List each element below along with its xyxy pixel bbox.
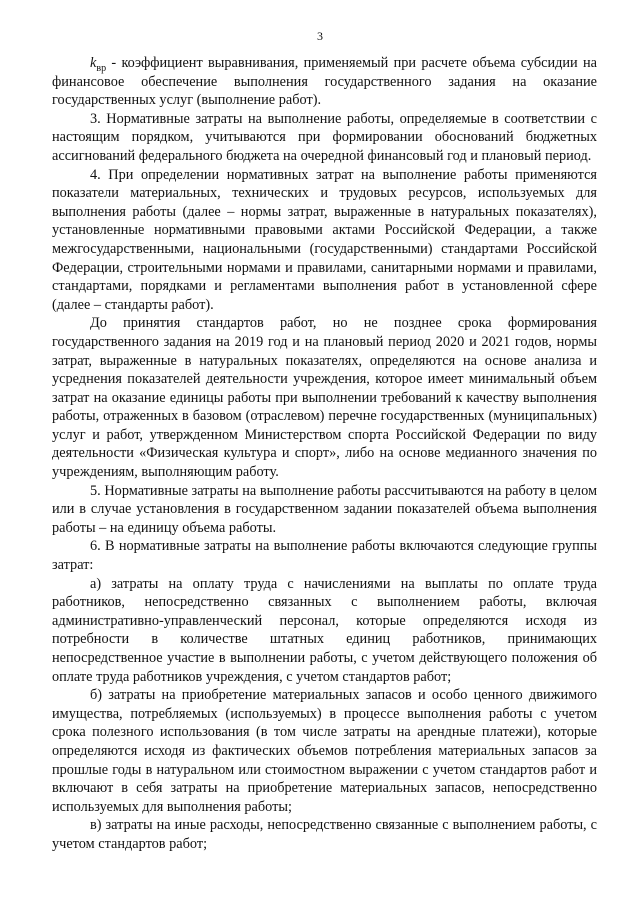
coefficient-symbol: $k_{вр}$ [90, 55, 107, 74]
paragraph-k-vr: $k_{вр}$ - коэффициент выравнивания, применяемый при расчете объема субсидии на финансовое обеспечение выполнения государственного задания на оказание государственных услуг (выполнение работ). [52, 55, 597, 109]
paragraph-6a: а) затраты на оплату труда с начислениями на выплаты по оплате труда работников, непосредственно связанных с выполнением работы, включая административно-управленческий персонал, которые определяются исходя из потребности в количестве штатных единиц работников, принимающих непосредственное участие в выполнении работы, с учетом действующего положения об оплате труда работников учреждения, с учетом стандартов работ; [52, 575, 597, 685]
paragraph-6c: в) затраты на иные расходы, непосредственно связанные с выполнением работы, с учетом стандартов работ; [52, 817, 597, 852]
paragraph-5: 5. Нормативные затраты на выполнение работы рассчитываются на работу в целом или в случае установления в государственном задании показателей объема выполнения работы – на единицу объема работы. [52, 482, 597, 536]
page-number: 3 [317, 29, 323, 43]
paragraph-4: 4. При определении нормативных затрат на выполнение работы применяются показатели материальных, технических и трудовых ресурсов, используемых для выполнения работы (далее – нормы затрат, выраженные в натуральных показателях), установленные нормативными правовыми актами Российской Федерации, а также межгосударственными, национальными (государственными) стандартами Российской Федерации, строительными нормами и правилами, санитарными нормами и правилами, стандартами, порядками и регламентами выполнения работ в установленной сфере (далее – стандарты работ). [52, 166, 597, 313]
paragraph-6: 6. В нормативные затраты на выполнение работы включаются следующие группы затрат: [52, 538, 597, 574]
paragraph-4-continued: До принятия стандартов работ, но не позднее срока формирования государственного задания на 2019 год и на плановый период 2020 и 2021 годов, нормы затрат, выраженные в натуральных показателях, определяются на основе анализа и усреднения показателей деятельности учреждения, которое имеет минимальный объем затрат на оказание единицы работы при выполнении требований к качеству выполнения работы, отраженных в базовом (отраслевом) перечне государственных (муниципальных) услуг и работ, утвержденном Министерством спорта Российской Федерации по виду деятельности «Физическая культура и спорт», либо на основе медианного значения по учреждениям, выполняющим работу. [52, 315, 597, 481]
paragraph-6b: б) затраты на приобретение материальных запасов и особо ценного движимого имущества, потребляемых (используемых) в процессе выполнения работы с учетом срока полезного использования (в том числе затраты на арендные платежи), которые определяются исходя из фактических объемов потребления материальных запасов за прошлые годы в натуральном или стоимостном выражении с учетом стандартов работ и включают в себя затраты на приобретение материальных запасов, непосредственно используемых для выполнения работы; [52, 687, 597, 815]
paragraph-3: 3. Нормативные затраты на выполнение работы, определяемые в соответствии с настоящим порядком, учитываются при формировании обоснований бюджетных ассигнований федерального бюджета на очередной финансовый год и плановый период. [52, 110, 597, 164]
document-body [52, 54, 597, 854]
